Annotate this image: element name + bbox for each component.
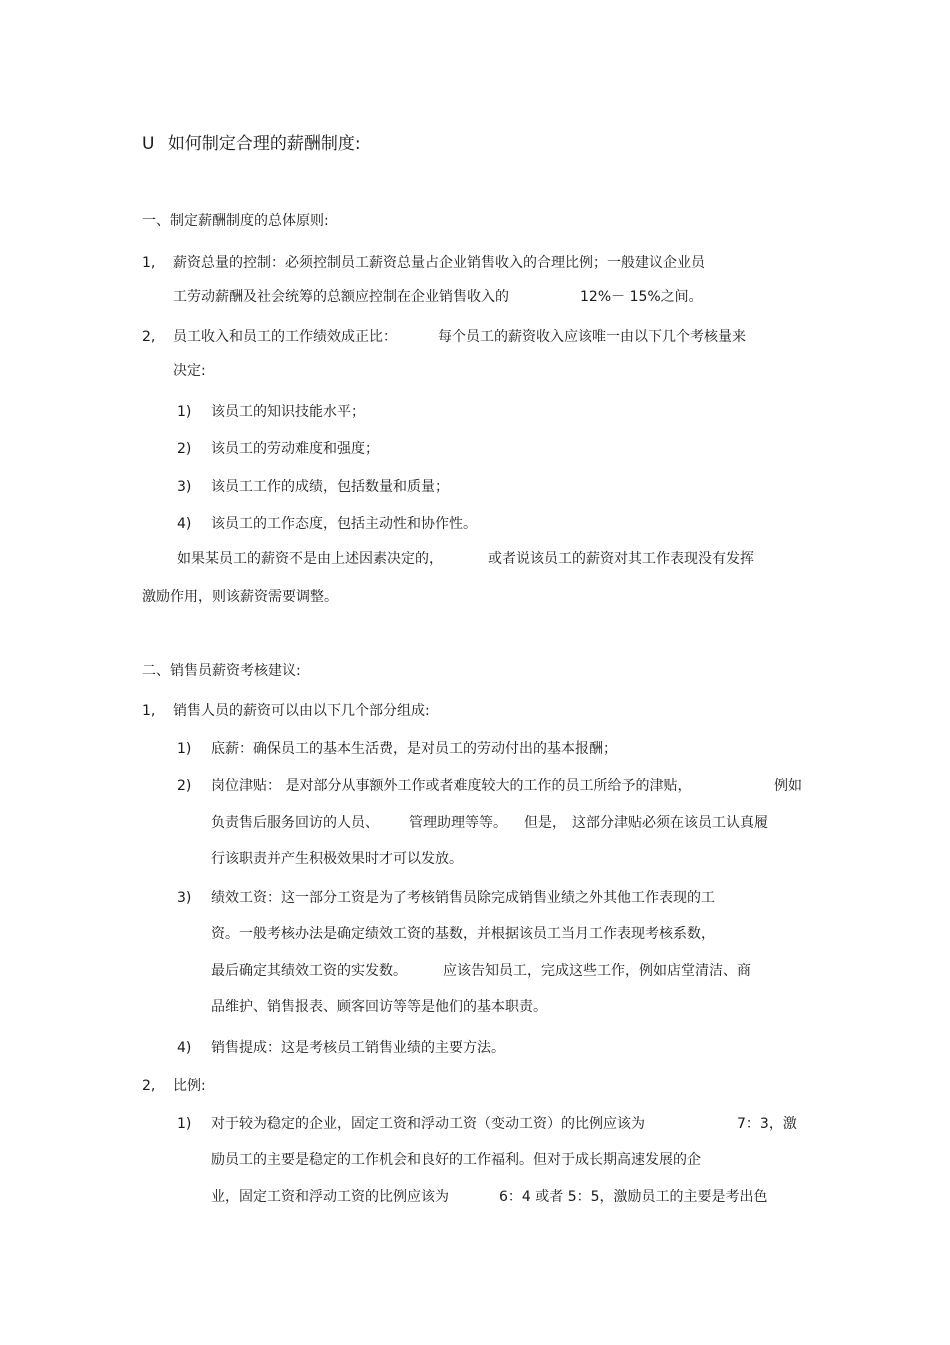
s2-sub1-number: 1) <box>177 741 192 757</box>
s2-sub2-line3: 行该职责并产生积极效果时才可以发放。 <box>211 851 463 867</box>
s1-item1-number: 1, <box>142 255 156 271</box>
s2-item2-number: 2, <box>142 1078 156 1094</box>
s1-item2-line2: 决定: <box>173 363 206 379</box>
s2-sub3-line3a: 最后确定其绩效工资的实发数。 <box>211 963 407 979</box>
s2-ratio-sub1-number: 1) <box>177 1116 192 1132</box>
s1-sub2-text: 该员工的劳动难度和强度； <box>211 441 379 457</box>
section-2-heading: 二、销售员薪资考核建议: <box>142 663 301 679</box>
s2-sub2-line2c: 但是， <box>524 815 566 831</box>
s1-item2-line1a: 员工收入和员工的工作绩效成正比： <box>173 329 397 345</box>
s1-sub1-text: 该员工的知识技能水平； <box>211 404 365 420</box>
s2-sub2-line1b: 例如 <box>774 778 802 794</box>
s1-item1-line2a: 工劳动薪酬及社会统筹的总额应控制在企业销售收入的 <box>173 289 509 305</box>
s2-ratio-line1b: 7：3，激 <box>737 1116 797 1132</box>
s1-item1-line2b: 12%－ 15%之间。 <box>580 289 703 305</box>
s1-item2-line1b: 每个员工的薪资收入应该唯一由以下几个考核量来 <box>438 329 746 345</box>
s1-sub3-text: 该员工工作的成绩，包括数量和质量； <box>211 479 449 495</box>
s2-sub1-text: 底薪：确保员工的基本生活费，是对员工的劳动付出的基本报酬； <box>211 741 617 757</box>
s2-sub2-number: 2) <box>177 778 192 794</box>
s2-ratio-line3a: 业，固定工资和浮动工资的比例应该为 <box>211 1189 449 1205</box>
s2-ratio-line1a: 对于较为稳定的企业，固定工资和浮动工资（变动工资）的比例应该为 <box>211 1116 645 1132</box>
s1-sub1-number: 1) <box>177 404 192 420</box>
s2-sub3-number: 3) <box>177 890 192 906</box>
s2-ratio-line3b: 6：4 或者 5：5，激励员工的主要是考出色 <box>499 1189 768 1205</box>
page-title <box>142 132 361 156</box>
s2-ratio-line2: 励员工的主要是稳定的工作机会和良好的工作福利。但对于成长期高速发展的企 <box>211 1152 701 1168</box>
s1-para-part-a: 如果某员工的薪资不是由上述因素决定的， <box>177 551 443 567</box>
s2-item1-text: 销售人员的薪资可以由以下几个部分组成: <box>173 703 430 719</box>
s1-item1-line1: 薪资总量的控制：必须控制员工薪资总量占企业销售收入的合理比例；一般建议企业员 <box>173 255 705 271</box>
s2-sub2-line1a: 岗位津贴： 是对部分从事额外工作或者难度较大的工作的员工所给予的津贴， <box>211 778 692 794</box>
s1-sub4-number: 4) <box>177 516 192 532</box>
s2-item1-number: 1, <box>142 703 156 719</box>
s2-sub2-line2b: 管理助理等等。 <box>409 815 507 831</box>
section-1-heading: 一、制定薪酬制度的总体原则: <box>142 213 329 229</box>
s2-sub3-line1: 绩效工资：这一部分工资是为了考核销售员除完成销售业绩之外其他工作表现的工 <box>211 890 715 906</box>
s1-para-part-b: 或者说该员工的薪资对其工作表现没有发挥 <box>488 551 754 567</box>
s2-sub3-line2: 资。一般考核办法是确定绩效工资的基数，并根据该员工当月工作表现考核系数， <box>211 926 715 942</box>
s2-sub4-text: 销售提成：这是考核员工销售业绩的主要方法。 <box>211 1040 505 1056</box>
s2-sub3-line3b: 应该告知员工，完成这些工作，例如店堂清洁、商 <box>443 963 751 979</box>
s2-sub3-line4: 品维护、销售报表、顾客回访等等是他们的基本职责。 <box>211 999 547 1015</box>
s1-sub2-number: 2) <box>177 441 192 457</box>
s1-sub3-number: 3) <box>177 479 192 495</box>
s1-sub4-text: 该员工的工作态度，包括主动性和协作性。 <box>211 516 477 532</box>
title-marker: U <box>142 134 155 154</box>
s2-sub4-number: 4) <box>177 1040 192 1056</box>
s1-para-part-c: 激励作用，则该薪资需要调整。 <box>142 589 338 605</box>
s2-sub2-line2a: 负责售后服务回访的人员、 <box>211 815 379 831</box>
s2-sub2-line2d: 这部分津贴必须在该员工认真履 <box>572 815 768 831</box>
title-text: 如何制定合理的薪酬制度: <box>167 134 361 154</box>
s1-item2-number: 2, <box>142 329 156 345</box>
s2-item2-text: 比例: <box>173 1078 206 1094</box>
